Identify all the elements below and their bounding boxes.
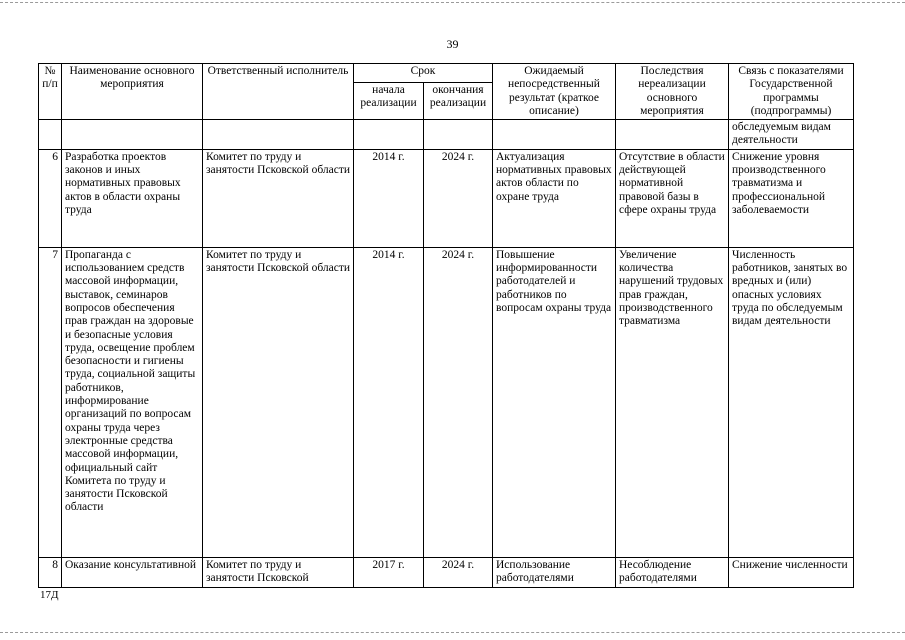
cell-result: Использование работодателями	[493, 557, 616, 587]
page-number: 39	[446, 37, 459, 51]
scan-edge-top	[0, 2, 905, 3]
cell-start: 2014 г.	[354, 247, 424, 557]
cell-num: 8	[39, 557, 62, 587]
header-num: № п/п	[39, 64, 62, 120]
cell-link: Снижение численности	[729, 557, 854, 587]
cell-executor: Комитет по труду и занятости Псковской области	[203, 149, 354, 247]
cell-name: Пропаганда с использованием средств массовой информации, выставок, семинаров вопросов обеспечения прав граждан на здоровые и безопасные условия труда, освещение проблем безопасности и гигиены труда, социальной защиты работников, информирование организаций по вопросам охраны труда через электронные средства массовой информации, официальный сайт Комитета по труду и занятости Псковской области	[62, 247, 203, 557]
header-start: начала реализации	[354, 82, 424, 119]
cell-result	[493, 120, 616, 150]
measures-table	[38, 63, 854, 588]
cell-link: Численность работников, занятых во вредных и (или) опасных условиях труда по обследуемым видам деятельности	[729, 247, 854, 557]
cell-executor: Комитет по труду и занятости Псковской области	[203, 247, 354, 557]
header-link: Связь с показателями Государственной программы (подпрограммы)	[729, 64, 854, 120]
cell-result: Повышение информированности работодателей и работников по вопросам охраны труда	[493, 247, 616, 557]
cell-start	[354, 120, 424, 150]
table-row-continued	[39, 120, 854, 150]
cell-num: 6	[39, 149, 62, 247]
header-result: Ожидаемый непосредственный результат (краткое описание)	[493, 64, 616, 120]
header-end: окончания реализации	[424, 82, 493, 119]
cell-executor: Комитет по труду и занятости Псковской	[203, 557, 354, 587]
cell-link: Снижение уровня производственного травматизма и профессиональной заболеваемости	[729, 149, 854, 247]
cell-consequences: Увеличение количества нарушений трудовых прав граждан, производственного травматизма	[616, 247, 729, 557]
header-name: Наименование основного мероприятия	[62, 64, 203, 120]
cell-consequences	[616, 120, 729, 150]
cell-result: Актуализация нормативных правовых актов области по охране труда	[493, 149, 616, 247]
table-row-7	[39, 247, 854, 557]
cell-executor	[203, 120, 354, 150]
cell-name	[62, 120, 203, 150]
cell-name: Разработка проектов законов и иных нормативных правовых актов в области охраны труда	[62, 149, 203, 247]
cell-start: 2017 г.	[354, 557, 424, 587]
header-executor: Ответственный исполнитель	[203, 64, 354, 120]
cell-name: Оказание консультативной	[62, 557, 203, 587]
cell-end: 2024 г.	[424, 247, 493, 557]
cell-consequences: Отсутствие в области действующей нормативной правовой базы в сфере охраны труда	[616, 149, 729, 247]
cell-end: 2024 г.	[424, 149, 493, 247]
header-consequences: Последствия нереализации основного мероприятия	[616, 64, 729, 120]
table-row-8	[39, 557, 854, 587]
cell-start: 2014 г.	[354, 149, 424, 247]
cell-end	[424, 120, 493, 150]
cell-link: обследуемым видам деятельности	[729, 120, 854, 150]
cell-consequences: Несоблюдение работодателями	[616, 557, 729, 587]
cell-num: 7	[39, 247, 62, 557]
cell-end: 2024 г.	[424, 557, 493, 587]
cell-num	[39, 120, 62, 150]
table-row-6	[39, 149, 854, 247]
header-row-1	[39, 64, 854, 83]
scan-edge-bottom	[0, 632, 905, 633]
header-term: Срок	[354, 64, 493, 83]
footer-code: 17Д	[40, 589, 59, 601]
